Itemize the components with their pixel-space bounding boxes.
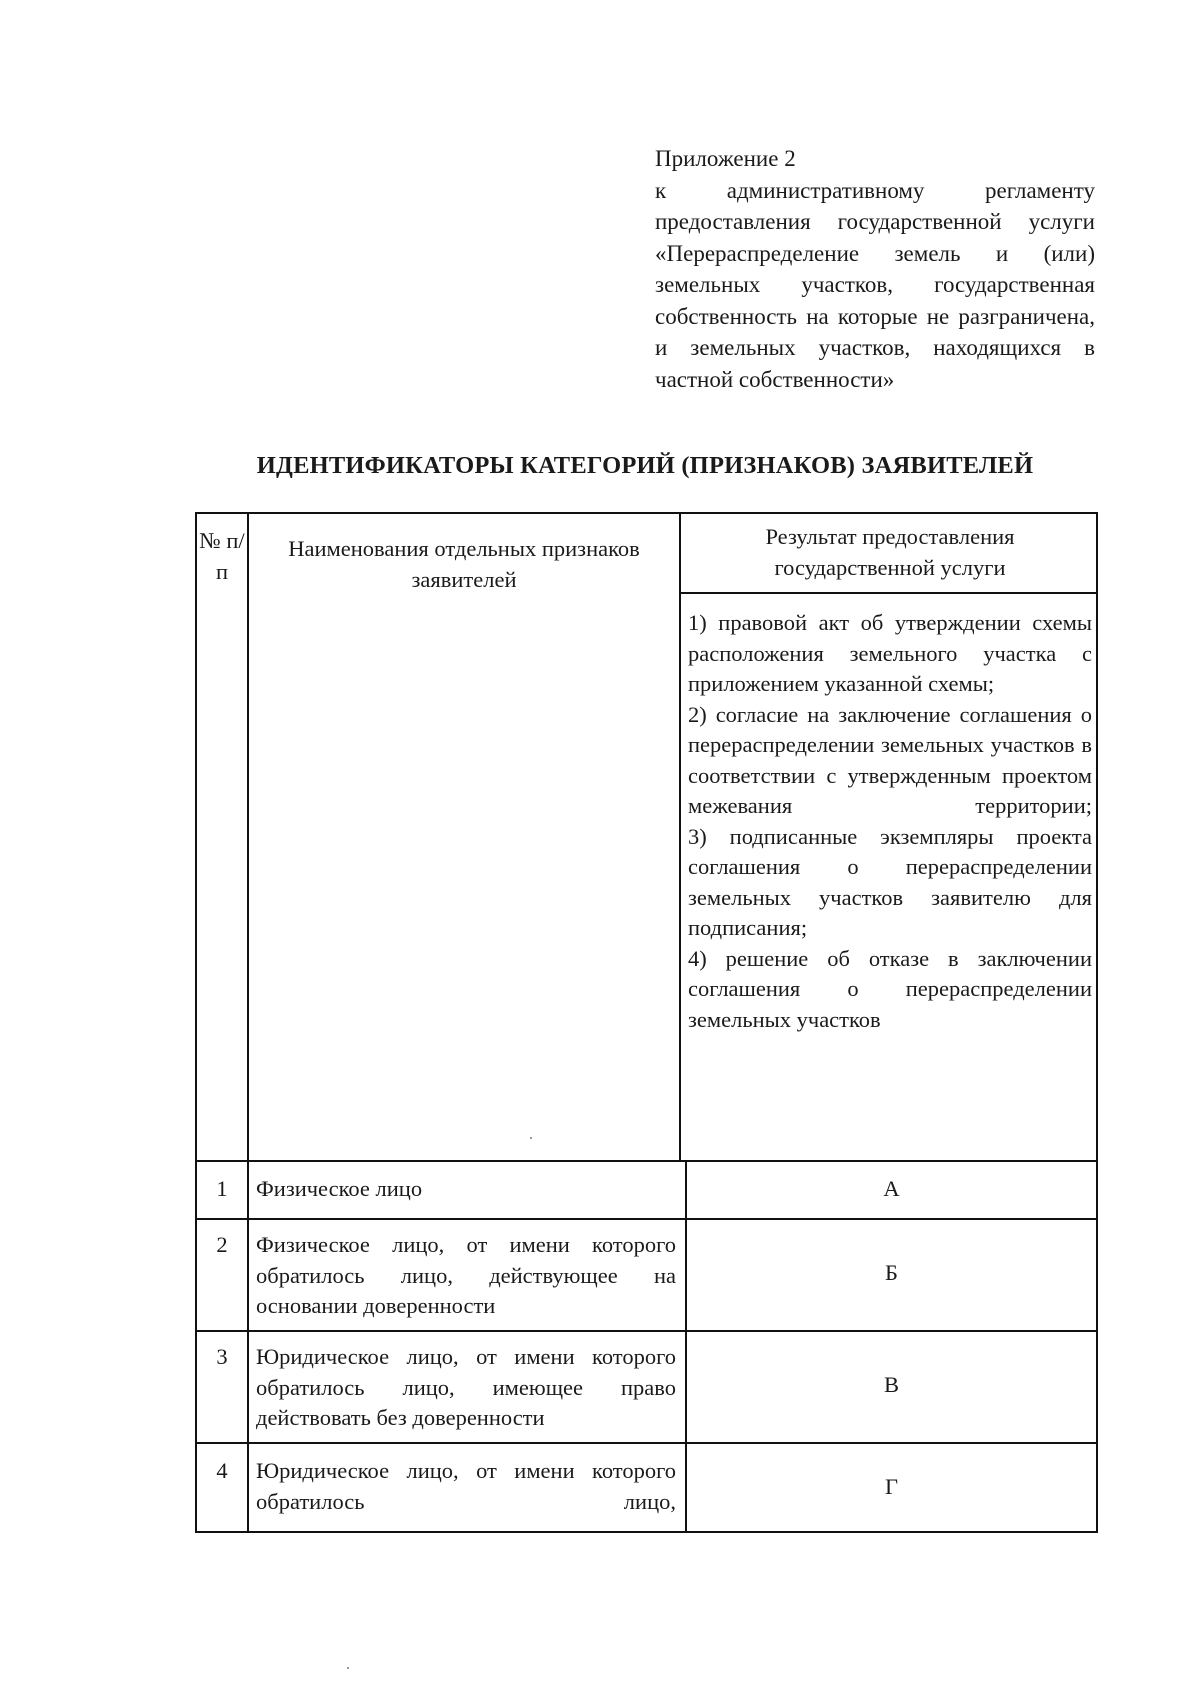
applicant-categories-table	[195, 512, 1098, 1533]
table-row-feature: Физическое лицо, от имени которого обратилось лицо, действующее на основании доверенности	[256, 1232, 676, 1318]
scan-speck	[347, 1667, 349, 1669]
appendix-text: к административному регламенту предоставления государственной услуги «Перераспределение земель и (или) земельных участков, государственная собственность на которые не разграничена, и земельных участков, находящихся в частной собственности»	[655, 177, 1095, 392]
table-row-number: 1	[216, 1176, 228, 1201]
table-row-code: А	[883, 1176, 900, 1201]
result-option: 3) подписанные экземпляры проекта соглашения о перераспределении земельных участков заявителю для подписания;	[688, 823, 1092, 940]
table-row-feature: Физическое лицо	[256, 1176, 423, 1201]
result-option: 1) правовой акт об утверждении схемы расположения земельного участка с приложением указанной схемы;	[688, 610, 1092, 696]
result-option: 4) решение об отказе в заключении соглашения о перераспределении земельных участков	[688, 945, 1092, 1032]
appendix-block	[655, 143, 1095, 395]
table-row-feature: Юридическое лицо, от имени которого обратилось лицо,	[256, 1458, 676, 1514]
result-option: 2) согласие на заключение соглашения о перераспределении земельных участков в соответствии с утвержденным проектом межевания территории;	[688, 701, 1092, 818]
table-row-number: 2	[216, 1232, 228, 1257]
table-row-feature: Юридическое лицо, от имени которого обратилось лицо, имеющее право действовать без доверенности	[256, 1344, 676, 1430]
table-row-code: Б	[885, 1260, 898, 1285]
table-row-number: 4	[216, 1458, 228, 1483]
header-feature: Наименования отдельных признаков заявителей	[288, 536, 640, 592]
document-title: ИДЕНТИФИКАТОРЫ КАТЕГОРИЙ (ПРИЗНАКОВ) ЗАЯВИТЕЛЕЙ	[256, 452, 1034, 479]
result-options	[688, 608, 1092, 1035]
scan-speck	[530, 1137, 532, 1139]
table-row-number: 3	[216, 1344, 228, 1369]
appendix-label: Приложение 2	[655, 146, 796, 171]
table-row-code: Г	[884, 1474, 898, 1499]
header-result: Результат предоставления государственной услуги	[765, 524, 1015, 580]
header-number: № п/п	[199, 528, 245, 584]
table-row-code: В	[883, 1372, 899, 1397]
